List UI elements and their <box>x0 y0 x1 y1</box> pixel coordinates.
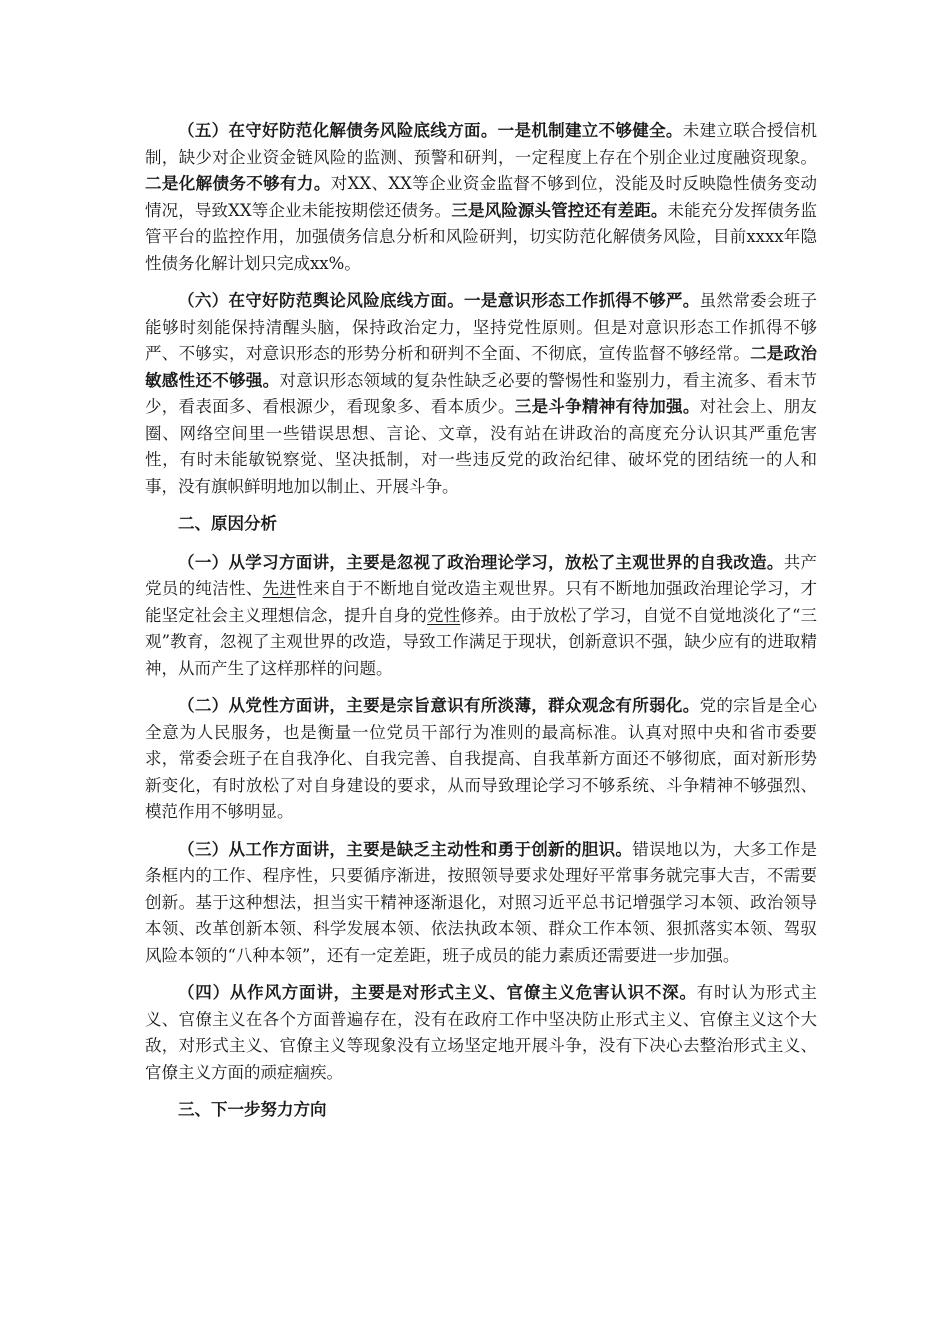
point-heading: 一是意识形态工作抓得不够严。 <box>464 291 700 310</box>
cause-title: （一）从学习方面讲，主要是忽视了政治理论学习，放松了主观世界的自我改造。 <box>178 552 784 572</box>
point-text: 未建立联合授信机制，缺少对企业资金链风险的监测、预警和研判，一定程度上存在个别企业过度融资现象。 <box>145 121 818 167</box>
heading-next-steps: 三、下一步努力方向 <box>178 1100 327 1119</box>
document-page <box>145 118 817 1136</box>
point-heading: 三是斗争精神有待加强。 <box>514 397 700 416</box>
section-title: （五）在守好防范化解债务风险底线方面。 <box>178 121 498 140</box>
section-title: （六）在守好防范舆论风险底线方面。 <box>178 291 465 310</box>
point-heading: 二是化解债务不够有力。 <box>145 174 331 193</box>
cause-text: 修养。由于放松了学习，自觉不自觉地淡化了“三观”教育，忽视了主观世界的改造，导致工作满足于现状，创新意识不强，缺少应有的进取精神，从而产生了这样那样的问题。 <box>145 605 818 678</box>
point-heading: 二是政治敏感性还不够强。 <box>145 344 818 390</box>
section-debt-risk <box>145 118 817 277</box>
cause-work <box>145 837 817 970</box>
cause-title: （二）从党性方面讲，主要是宗旨意识有所淡薄，群众观念有所弱化。 <box>178 696 700 715</box>
underlined-term: 先进 <box>262 579 297 598</box>
cause-text: 错误地以为，大多工作是条框内的工作、程序性，只要循序渐进，按照领导要求处理好平常事务就完事大吉，不需要创新。基于这种想法，担当实干精神逐渐退化，对照习近平总书记增强学习本领、政治领导本领、改革创新本领、科学发展本领、依法执政本领、群众工作本领、狠抓落实本领、驾驭风险本领的“八种本领”，还有一定差距，班子成员的能力素质还需要进一步加强。 <box>145 839 818 965</box>
point-text: 未能充分发挥债务监管平台的监控作用，加强债务信息分析和风险研判，切实防范化解债务风险，目前xxxx年隐性债务化解计划只完成xx%。 <box>145 200 818 273</box>
cause-title: （四）从作风方面讲，主要是对形式主义、官僚主义危害认识不深。 <box>178 983 697 1002</box>
cause-text: 性来自于不断地自觉改造主观世界。只有不断地加强政治理论学习，才能坚定社会主义理想信念，提升自身的 <box>145 579 818 625</box>
point-text: 对XX、XX等企业资金监督不够到位，没能及时反映隐性债务变动情况，导致XX等企业未能按期偿还债务。 <box>145 174 817 220</box>
cause-text: 党的宗旨是全心全意为人民服务，也是衡量一位党员干部行为准则的最高标准。认真对照中央和省市委要求，常委会班子在自我净化、自我完善、自我提高、自我革新方面还不够彻底，面对新形势新变化，有时放松了对自身建设的要求，从而导致理论学习不够系统、斗争精神不够强烈、模范作用不够明显。 <box>145 696 818 821</box>
point-text: 虽然常委会班子能够时刻能保持清醒头脑，保持政治定力，坚持党性原则。但是对意识形态工作抓得不够严、不够实，对意识形态的形势分析和研判不全面、不彻底，宣传监督不够经常。 <box>145 291 818 363</box>
section-opinion-risk <box>145 288 817 500</box>
cause-party-spirit <box>145 693 817 826</box>
cause-text: 共产党员的纯洁性、 <box>145 552 818 598</box>
cause-study <box>145 550 817 683</box>
point-heading: 一是机制建立不够健全。 <box>497 121 683 140</box>
heading-cause-analysis: 二、原因分析 <box>178 514 277 533</box>
cause-title: （三）从工作方面讲，主要是缺乏主动性和勇于创新的胆识。 <box>178 839 633 859</box>
point-text: 对社会上、朋友圈、网络空间里一些错误思想、言论、文章，没有站在讲政治的高度充分认识其严重危害性，有时未能敏锐察觉、坚决抵制，对一些违反党的政治纪律、破坏党的团结统一的人和事，没有旗帜鲜明地加以制止、开展斗争。 <box>145 397 818 496</box>
cause-text: 有时认为形式主义、官僚主义在各个方面普遍存在，没有在政府工作中坚决防止形式主义、官僚主义这个大敌，对形式主义、官僚主义等现象没有立场坚定地开展斗争，没有下决心去整治形式主义、官僚主义方面的顽症痼疾。 <box>145 983 818 1082</box>
point-text: 对意识形态领域的复杂性缺乏必要的警惕性和鉴别力，看主流多、看末节少，看表面多、看根源少，看现象多、看本质少。 <box>145 370 818 416</box>
point-heading: 三是风险源头管控还有差距。 <box>451 200 668 220</box>
underlined-term: 党性 <box>427 605 461 625</box>
cause-style <box>145 980 817 1086</box>
